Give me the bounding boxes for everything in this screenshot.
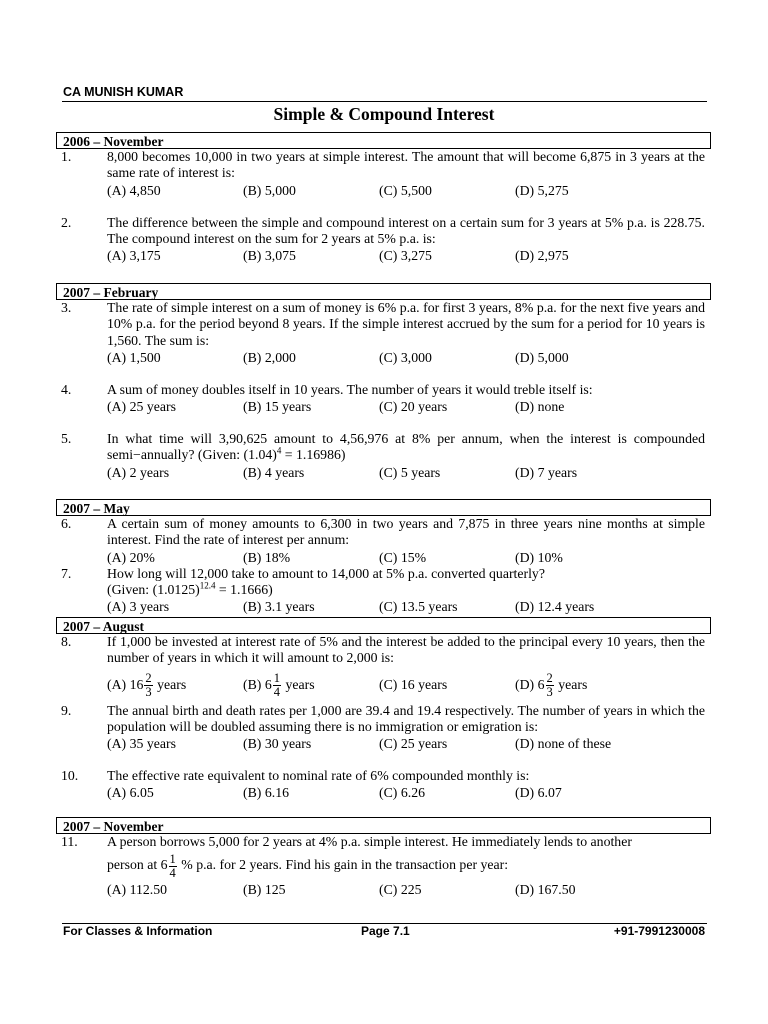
option-a: (A) 25 years (107, 399, 176, 415)
question-number: 11. (61, 834, 78, 849)
option-b: (B) 6 $\frac{1}{4}$ years (243, 670, 315, 699)
option-d: (D) 10% (515, 549, 563, 565)
option-c: (C) 16 years (379, 676, 448, 692)
question-number: 3. (61, 300, 72, 315)
option-b: (B) 3.1 years (243, 599, 315, 615)
section-heading: 2007 – May (56, 499, 711, 516)
option-a: (A) 35 years (107, 736, 176, 752)
option-c: (C) 20 years (379, 399, 448, 415)
question-text-line2: person at 6 $\frac{1}{4}$ % p.a. for 2 years. Find his gain in the transaction per year: (107, 851, 509, 880)
option-b: (B) 6.16 (243, 785, 289, 801)
question-text: A certain sum of money amounts to 6,300 in two years and 7,875 in three years nine months at simple interest. Find the rate of interest per annum: (107, 516, 705, 548)
option-a: (A) 16 $\frac{2}{3}$ years (107, 670, 187, 699)
question-number: 7. (61, 565, 72, 581)
section-heading: 2007 – November (56, 817, 711, 834)
option-d: (D) 167.50 (515, 882, 576, 898)
question-number: 9. (61, 702, 72, 718)
option-c: (C) 3,275 (379, 248, 432, 264)
answer-options (107, 598, 711, 615)
question-number: 2. (61, 214, 72, 230)
option-b: (B) 4 years (243, 464, 305, 480)
question-number: 1. (61, 149, 72, 164)
section-heading: 2006 – November (56, 132, 711, 149)
option-c: (C) 5 years (379, 464, 441, 480)
option-a: (A) 2 years (107, 464, 170, 480)
option-d: (D) 7 years (515, 464, 578, 480)
question-text: The difference between the simple and compound interest on a certain sum for 3 years at 5% p.a. is 228.75. The compound interest on the sum for 2 years at 5% p.a. is: (107, 214, 705, 246)
section-heading: 2007 – August (56, 617, 711, 634)
option-c: (C) 15% (379, 549, 427, 565)
answer-options (107, 735, 711, 752)
answer-options (107, 247, 711, 264)
section-2007-february (56, 283, 711, 481)
question-11 (56, 834, 711, 880)
page-number: Page 7.1 (361, 924, 410, 938)
question-1 (56, 149, 711, 182)
section-2007-august (56, 617, 711, 801)
question-text: In what time will 3,90,625 amount to 4,56,976 at 8% per annum, when the interest is compounded semi−annually? (Given: $(1.04)^4 = 1.16986$) (107, 431, 705, 463)
question-text: How long will 12,000 take to amount to 14,000 at 5% p.a. converted quarterly? (107, 565, 545, 581)
option-c: (C) 6.26 (379, 785, 425, 801)
option-d: (D) 12.4 years (515, 599, 595, 615)
page-title: Simple & Compound Interest (273, 104, 495, 124)
question-text: If 1,000 be invested at interest rate of 5% and the interest be added to the principal every 10 years, then the number of years in which it will amount to 2,000 is: (107, 634, 705, 666)
answer-options (107, 349, 711, 366)
option-a: (A) 112.50 (107, 882, 168, 898)
question-number: 10. (61, 768, 79, 784)
question-10 (56, 768, 711, 784)
option-c: (C) 3,000 (379, 349, 432, 365)
option-a: (A) 3,175 (107, 248, 161, 264)
option-a: (A) 4,850 (107, 182, 161, 198)
section-heading: 2007 – February (56, 283, 711, 300)
question-text: The rate of simple interest on a sum of money is 6% p.a. for first 3 years, 8% p.a. for the next five years and 10% p.a. for the period beyond 8 years. If the simple interest accrued by the sum for a period for 10 years is 1,560. The sum is: (107, 300, 705, 348)
question-number: 5. (61, 431, 72, 447)
question-4 (56, 382, 711, 398)
section-2006-november (56, 132, 711, 264)
question-text: 8,000 becomes 10,000 in two years at simple interest. The amount that will become 6,875 in 3 years at the same rate of interest is: (107, 149, 705, 181)
answer-options (107, 182, 711, 199)
answer-options (107, 464, 711, 481)
section-2007-november (56, 817, 711, 900)
option-d: (D) 6.07 (515, 785, 562, 801)
option-d: (D) 5,275 (515, 182, 569, 198)
question-3 (56, 300, 711, 349)
option-b: (B) 5,000 (243, 182, 296, 198)
question-text: A sum of money doubles itself in 10 years. The number of years it would treble itself is: (107, 381, 593, 397)
header-rule (62, 101, 707, 102)
question-text: The annual birth and death rates per 1,000 are 39.4 and 19.4 respectively. The number of years in which the population will be doubled assuming there is no immigration or emigration is: (107, 702, 705, 734)
footer-left: For Classes & Information (63, 924, 213, 938)
option-a: (A) 1,500 (107, 349, 161, 365)
option-a: (A) 3 years (107, 599, 170, 615)
question-number: 8. (61, 634, 72, 649)
option-b: (B) 15 years (243, 399, 312, 415)
option-d: (D) 6 $\frac{2}{3}$ years (515, 670, 588, 699)
answer-options (107, 549, 711, 566)
footer-phone: +91-7991230008 (613, 924, 705, 938)
question-8 (56, 634, 711, 667)
option-d: (D) none (515, 399, 565, 415)
section-2007-may (56, 499, 711, 615)
question-5 (56, 431, 711, 464)
option-a: (A) 20% (107, 549, 155, 565)
option-c: (C) 5,500 (379, 182, 432, 198)
question-2 (56, 215, 711, 248)
answer-options (107, 880, 711, 900)
option-b: (B) 30 years (243, 736, 312, 752)
option-b: (B) 125 (243, 882, 286, 898)
answer-options (107, 667, 711, 703)
question-given: (Given: $(1.0125)^{12.4} = 1.1666$) (107, 580, 273, 597)
option-d: (D) none of these (515, 736, 612, 752)
answer-options (107, 398, 711, 415)
option-b: (B) 18% (243, 549, 291, 565)
option-d: (D) 5,000 (515, 349, 569, 365)
option-b: (B) 3,075 (243, 248, 296, 264)
question-number: 4. (61, 381, 72, 397)
option-a: (A) 6.05 (107, 785, 154, 801)
option-c: (C) 13.5 years (379, 599, 458, 615)
answer-options (107, 784, 711, 801)
option-b: (B) 2,000 (243, 349, 296, 365)
question-text: A person borrows 5,000 for 2 years at 4% p.a. simple interest. He immediately lends to another (107, 834, 632, 849)
question-6 (56, 516, 711, 549)
option-d: (D) 2,975 (515, 248, 569, 264)
option-c: (C) 225 (379, 882, 422, 898)
header-author: CA MUNISH KUMAR (63, 85, 184, 99)
question-7 (56, 566, 711, 599)
question-number: 6. (61, 516, 72, 531)
option-c: (C) 25 years (379, 736, 448, 752)
question-9 (56, 703, 711, 736)
question-text: The effective rate equivalent to nominal rate of 6% compounded monthly is: (107, 768, 530, 784)
